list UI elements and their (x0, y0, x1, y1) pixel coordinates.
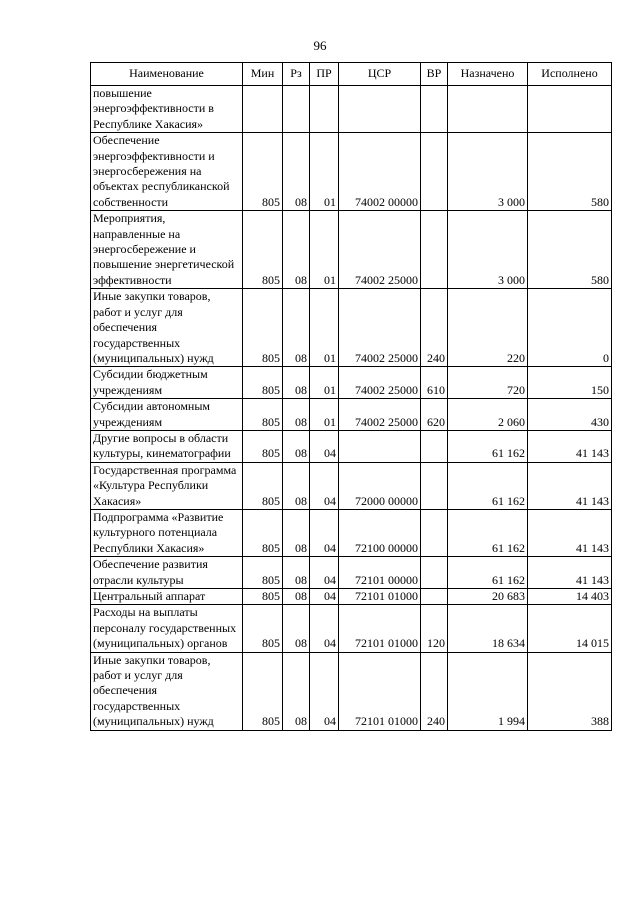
table-row (91, 557, 612, 589)
row-pr-cell: 01 (310, 211, 339, 289)
row-rz-cell: 08 (283, 652, 310, 730)
table-row (91, 86, 612, 133)
row-name-cell: Обеспечение энергоэффективности и энергосбережения на объектах республиканской собственности (91, 133, 243, 211)
row-pr-cell: 01 (310, 289, 339, 367)
row-rz-cell: 08 (283, 589, 310, 605)
row-vr-cell: 610 (421, 367, 448, 399)
row-name-cell: Субсидии автономным учреждениям (91, 399, 243, 431)
row-csr-cell: 74002 25000 (339, 289, 421, 367)
row-assigned-cell: 20 683 (448, 589, 528, 605)
row-vr-cell (421, 430, 448, 462)
column-header-assigned: Назначено (448, 63, 528, 86)
row-csr-cell: 74002 25000 (339, 399, 421, 431)
row-min-cell: 805 (243, 399, 283, 431)
row-min-cell: 805 (243, 133, 283, 211)
row-executed-cell: 388 (528, 652, 612, 730)
row-name-cell: Мероприятия, направленные на энергосбережение и повышение энергетической эффективности (91, 211, 243, 289)
row-min-cell: 805 (243, 652, 283, 730)
row-pr-cell: 04 (310, 652, 339, 730)
row-rz-cell: 08 (283, 430, 310, 462)
row-csr-cell: 74002 25000 (339, 211, 421, 289)
row-csr-cell: 72000 00000 (339, 462, 421, 509)
table-header-row (91, 63, 612, 86)
row-min-cell: 805 (243, 289, 283, 367)
row-executed-cell: 41 143 (528, 509, 612, 556)
row-csr-cell: 72101 00000 (339, 557, 421, 589)
row-min-cell: 805 (243, 367, 283, 399)
row-vr-cell (421, 557, 448, 589)
row-name-cell: Иные закупки товаров, работ и услуг для обеспечения государственных (муниципальных) нужд (91, 652, 243, 730)
row-executed-cell: 580 (528, 211, 612, 289)
row-executed-cell: 580 (528, 133, 612, 211)
row-pr-cell: 04 (310, 557, 339, 589)
row-vr-cell (421, 211, 448, 289)
row-executed-cell: 14 015 (528, 605, 612, 652)
row-rz-cell: 08 (283, 399, 310, 431)
row-pr-cell (310, 86, 339, 133)
row-executed-cell: 150 (528, 367, 612, 399)
row-min-cell: 805 (243, 509, 283, 556)
row-rz-cell: 08 (283, 605, 310, 652)
row-name-cell: Расходы на выплаты персоналу государственных (муниципальных) органов (91, 605, 243, 652)
row-assigned-cell: 220 (448, 289, 528, 367)
table-row (91, 589, 612, 605)
row-pr-cell: 04 (310, 462, 339, 509)
row-csr-cell: 74002 25000 (339, 367, 421, 399)
row-executed-cell: 41 143 (528, 462, 612, 509)
row-assigned-cell: 61 162 (448, 509, 528, 556)
table-row (91, 399, 612, 431)
row-executed-cell: 41 143 (528, 557, 612, 589)
row-csr-cell: 72100 00000 (339, 509, 421, 556)
column-header-rz: Рз (283, 63, 310, 86)
table-body (91, 86, 612, 731)
row-pr-cell: 01 (310, 367, 339, 399)
row-vr-cell (421, 462, 448, 509)
row-name-cell: Иные закупки товаров, работ и услуг для обеспечения государственных (муниципальных) нужд (91, 289, 243, 367)
row-name-cell: Обеспечение развития отрасли культуры (91, 557, 243, 589)
row-rz-cell: 08 (283, 289, 310, 367)
row-rz-cell: 08 (283, 557, 310, 589)
row-rz-cell: 08 (283, 367, 310, 399)
row-vr-cell (421, 86, 448, 133)
row-name-cell: повышение энергоэффективности в Республике Хакасия» (91, 86, 243, 133)
row-assigned-cell: 61 162 (448, 462, 528, 509)
table-row (91, 430, 612, 462)
row-executed-cell: 430 (528, 399, 612, 431)
row-name-cell: Государственная программа «Культура Республики Хакасия» (91, 462, 243, 509)
row-rz-cell (283, 86, 310, 133)
row-vr-cell: 240 (421, 289, 448, 367)
row-csr-cell: 72101 01000 (339, 652, 421, 730)
row-min-cell: 805 (243, 605, 283, 652)
column-header-vr: ВР (421, 63, 448, 86)
table-row (91, 367, 612, 399)
table-row (91, 211, 612, 289)
budget-table (90, 62, 612, 731)
row-name-cell: Подпрограмма «Развитие культурного потенциала Республики Хакасия» (91, 509, 243, 556)
row-csr-cell (339, 430, 421, 462)
row-pr-cell: 01 (310, 133, 339, 211)
row-min-cell: 805 (243, 557, 283, 589)
row-csr-cell: 74002 00000 (339, 133, 421, 211)
column-header-executed: Исполнено (528, 63, 612, 86)
column-header-pr: ПР (310, 63, 339, 86)
row-assigned-cell: 61 162 (448, 430, 528, 462)
row-assigned-cell: 1 994 (448, 652, 528, 730)
row-vr-cell (421, 509, 448, 556)
table-row (91, 605, 612, 652)
page-number: 96 (313, 38, 327, 53)
table-row (91, 289, 612, 367)
column-header-name: Наименование (91, 63, 243, 86)
column-header-min: Мин (243, 63, 283, 86)
row-executed-cell: 14 403 (528, 589, 612, 605)
row-vr-cell: 120 (421, 605, 448, 652)
table-row (91, 133, 612, 211)
row-executed-cell: 0 (528, 289, 612, 367)
table-row (91, 462, 612, 509)
row-name-cell: Центральный аппарат (91, 589, 243, 605)
table-row (91, 509, 612, 556)
row-assigned-cell: 61 162 (448, 557, 528, 589)
row-executed-cell (528, 86, 612, 133)
row-csr-cell: 72101 01000 (339, 605, 421, 652)
row-min-cell (243, 86, 283, 133)
row-assigned-cell: 720 (448, 367, 528, 399)
row-assigned-cell: 3 000 (448, 133, 528, 211)
row-pr-cell: 01 (310, 399, 339, 431)
row-min-cell: 805 (243, 211, 283, 289)
row-min-cell: 805 (243, 589, 283, 605)
row-assigned-cell (448, 86, 528, 133)
row-vr-cell (421, 589, 448, 605)
row-vr-cell (421, 133, 448, 211)
column-header-csr: ЦСР (339, 63, 421, 86)
row-rz-cell: 08 (283, 462, 310, 509)
row-assigned-cell: 18 634 (448, 605, 528, 652)
row-csr-cell: 72101 01000 (339, 589, 421, 605)
row-min-cell: 805 (243, 430, 283, 462)
table-row (91, 652, 612, 730)
row-assigned-cell: 3 000 (448, 211, 528, 289)
row-pr-cell: 04 (310, 509, 339, 556)
row-pr-cell: 04 (310, 430, 339, 462)
row-vr-cell: 240 (421, 652, 448, 730)
row-name-cell: Другие вопросы в области культуры, кинематографии (91, 430, 243, 462)
row-rz-cell: 08 (283, 133, 310, 211)
row-rz-cell: 08 (283, 509, 310, 556)
row-name-cell: Субсидии бюджетным учреждениям (91, 367, 243, 399)
row-rz-cell: 08 (283, 211, 310, 289)
row-csr-cell (339, 86, 421, 133)
row-pr-cell: 04 (310, 605, 339, 652)
row-vr-cell: 620 (421, 399, 448, 431)
row-min-cell: 805 (243, 462, 283, 509)
row-assigned-cell: 2 060 (448, 399, 528, 431)
row-executed-cell: 41 143 (528, 430, 612, 462)
row-pr-cell: 04 (310, 589, 339, 605)
